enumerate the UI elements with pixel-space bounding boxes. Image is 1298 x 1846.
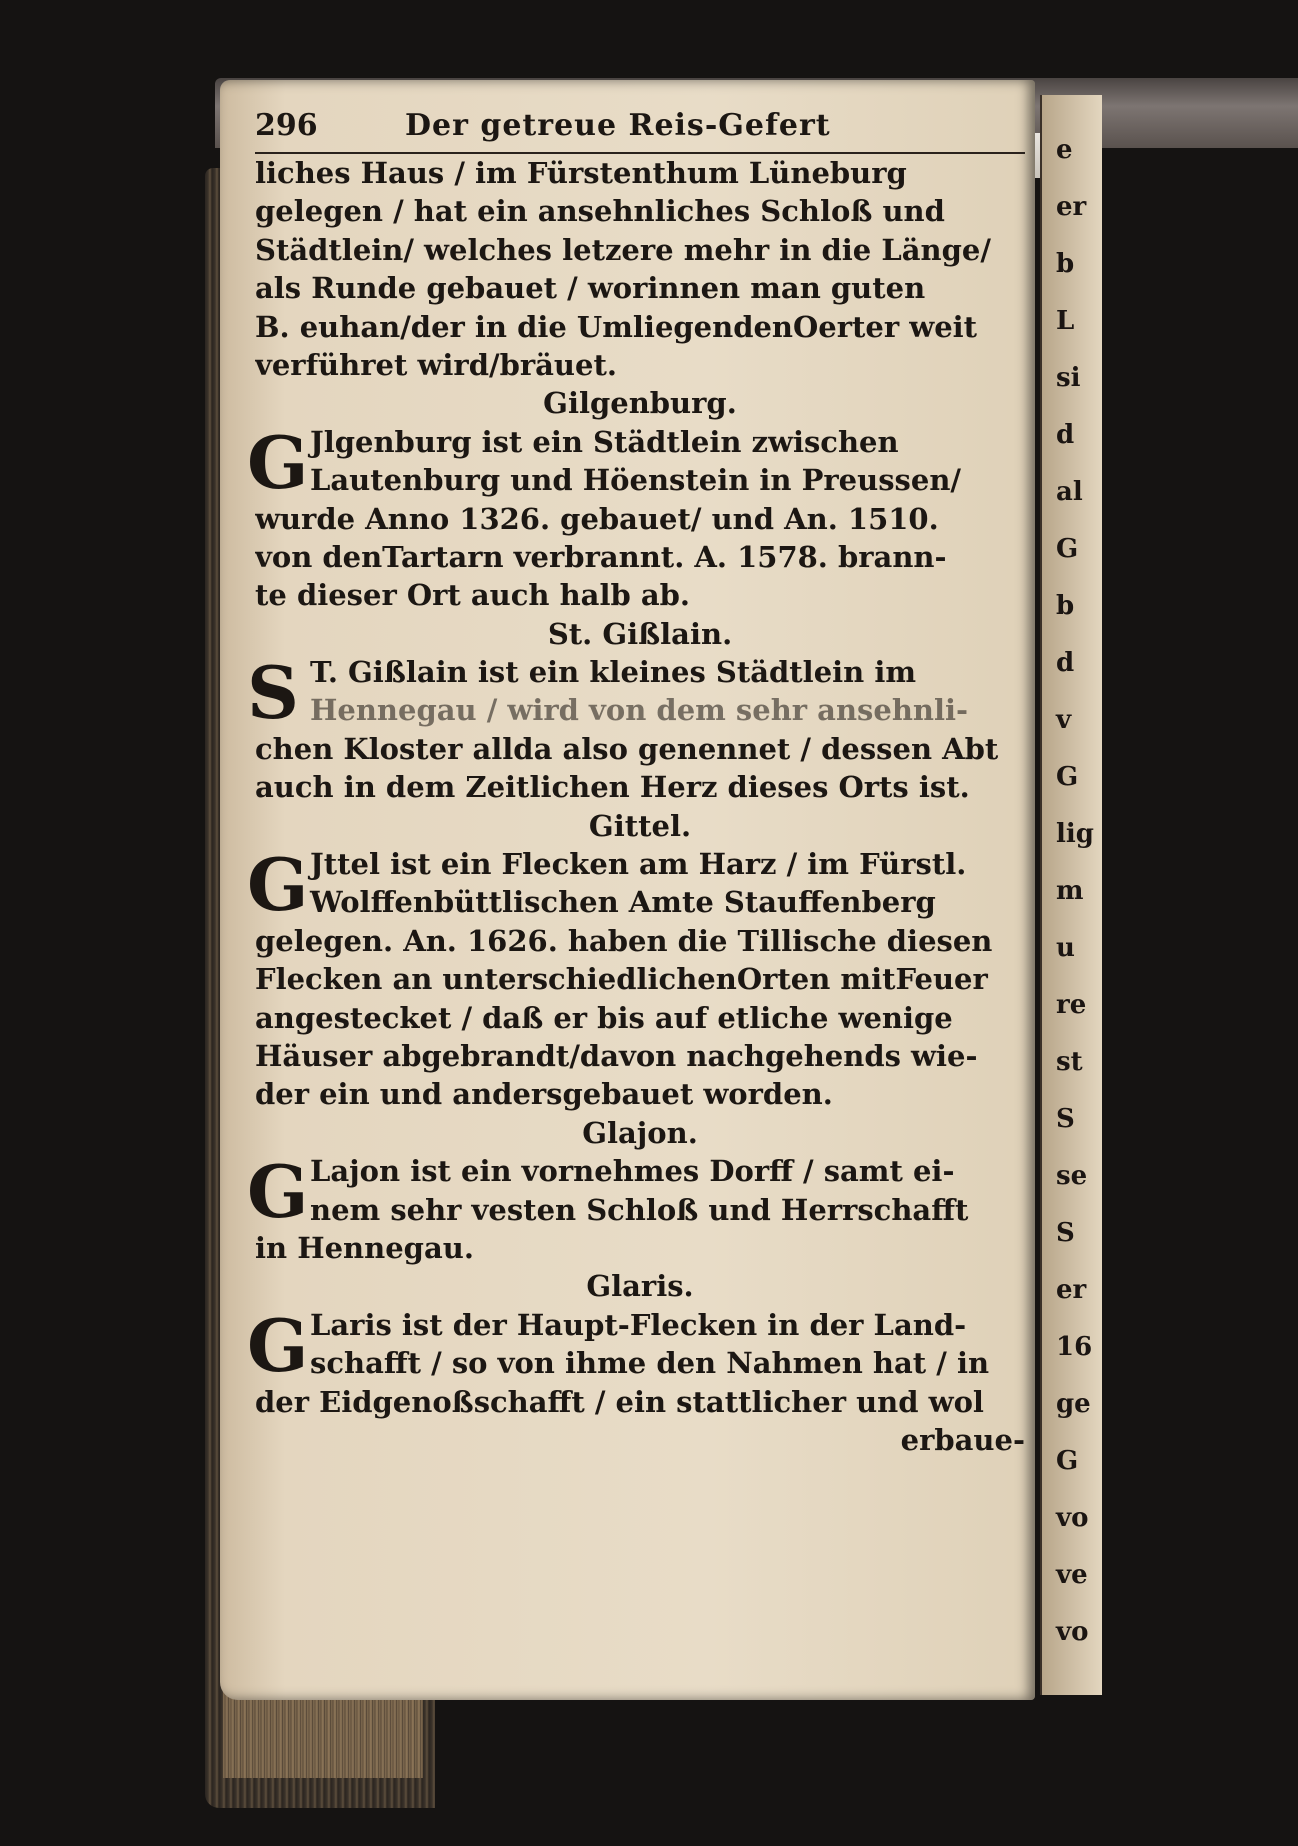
facing-page-fragment: e bbox=[1056, 135, 1073, 165]
facing-page-fragment: v bbox=[1056, 705, 1072, 735]
text-line: Laris ist der Haupt-Flecken in der Land- bbox=[310, 1307, 967, 1342]
facing-page-fragment: er bbox=[1056, 1275, 1087, 1305]
facing-page-fragment: lig bbox=[1056, 819, 1094, 849]
text-line: in Hennegau. bbox=[255, 1230, 474, 1265]
text-line: te dieser Ort auch halb ab. bbox=[255, 578, 691, 613]
text-line: angestecket / daß er bis auf etliche wenige bbox=[255, 1000, 953, 1035]
catchword: erbaue- bbox=[900, 1422, 1025, 1457]
facing-page-fragment: vo bbox=[1056, 1503, 1089, 1533]
drop-cap: G bbox=[247, 419, 309, 505]
page-header bbox=[255, 108, 1025, 154]
facing-page-fragment: 16 bbox=[1056, 1332, 1093, 1362]
running-title: Der getreue Reis-Gefert bbox=[405, 108, 831, 143]
facing-page-fragment: b bbox=[1056, 249, 1075, 279]
text-line: als Runde gebauet / worinnen man guten bbox=[255, 271, 926, 306]
text-line: B. euhan/der in die UmliegendenOerter weit bbox=[255, 309, 978, 344]
facing-page-fragment: ve bbox=[1056, 1560, 1088, 1590]
text-line: auch in dem Zeitlichen Herz dieses Orts ist. bbox=[255, 770, 970, 805]
text-line: Lautenburg und Höenstein in Preussen/ bbox=[310, 463, 961, 498]
entry-title-gilgenburg: Gilgenburg. bbox=[543, 386, 737, 421]
facing-page-fragment: ge bbox=[1056, 1389, 1091, 1419]
text-line: Lajon ist ein vornehmes Dorff / samt ei- bbox=[310, 1154, 955, 1189]
drop-cap: G bbox=[247, 1302, 309, 1388]
drop-cap: G bbox=[247, 842, 309, 928]
text-line: gelegen / hat ein ansehnliches Schloß und bbox=[255, 194, 945, 229]
entry-title-st-gisslain: St. Gißlain. bbox=[547, 616, 733, 651]
facing-page-fragment: er bbox=[1056, 192, 1087, 222]
entry-body-glajon bbox=[247, 1149, 1025, 1267]
entry-title-gittel: Gittel. bbox=[588, 808, 692, 843]
text-line: von denTartarn verbrannt. A. 1578. brann- bbox=[255, 539, 947, 574]
facing-page-fragment: G bbox=[1056, 1446, 1079, 1476]
text-line: Wolffenbüttlischen Amte Stauffenberg bbox=[310, 885, 936, 920]
facing-page-fragment: d bbox=[1056, 420, 1075, 450]
text-line: Jttel ist ein Flecken am Harz / im Fürstl. bbox=[310, 847, 967, 882]
intro-paragraph bbox=[255, 154, 1025, 384]
text-line: Städtlein/ welches letzere mehr in die Länge/ bbox=[255, 232, 991, 267]
facing-page-fragment: b bbox=[1056, 591, 1075, 621]
facing-page-fragment: d bbox=[1056, 648, 1075, 678]
facing-page-fragment: m bbox=[1056, 876, 1084, 906]
facing-page-fragment: G bbox=[1056, 534, 1079, 564]
facing-page-fragment: L bbox=[1056, 306, 1075, 336]
text-line: liches Haus / im Fürstenthum Lüneburg bbox=[255, 156, 907, 190]
text-line: der ein und andersgebauet worden. bbox=[255, 1077, 833, 1112]
facing-page-fragment: G bbox=[1056, 762, 1079, 792]
drop-cap: G bbox=[247, 1149, 309, 1235]
facing-page-fragment: st bbox=[1056, 1047, 1083, 1077]
drop-cap: S bbox=[247, 650, 299, 736]
entry-title-glajon: Glajon. bbox=[582, 1115, 698, 1150]
page-number: 296 bbox=[255, 108, 318, 143]
facing-page-fragment: S bbox=[1056, 1218, 1075, 1248]
text-line: verführet wird/bräuet. bbox=[255, 347, 617, 382]
text-line: Häuser abgebrandt/davon nachgehends wie- bbox=[255, 1038, 978, 1073]
text-line: T. Gißlain ist ein kleines Städtlein im bbox=[310, 655, 917, 690]
text-line: chen Kloster allda also genennet / dessen Abt bbox=[255, 731, 999, 766]
text-line: Hennegau / wird von dem sehr ansehnli- bbox=[310, 693, 969, 728]
text-line: wurde Anno 1326. gebauet/ und An. 1510. bbox=[255, 501, 939, 536]
entry-title-glaris: Glaris. bbox=[586, 1269, 694, 1304]
entry-body-glaris bbox=[247, 1302, 1025, 1421]
text-line: Flecken an unterschiedlichenOrten mitFeuer bbox=[255, 962, 988, 997]
text-line: Jlgenburg ist ein Städtlein zwischen bbox=[310, 424, 899, 459]
facing-page-fragment: S bbox=[1056, 1104, 1075, 1134]
text-line: gelegen. An. 1626. haben die Tillische diesen bbox=[255, 923, 993, 958]
text-line: der Eidgenoßschafft / ein stattlicher und wol bbox=[255, 1384, 984, 1419]
facing-page-fragment: vo bbox=[1056, 1617, 1089, 1647]
facing-page bbox=[1040, 95, 1102, 1695]
facing-page-fragment: al bbox=[1056, 477, 1083, 507]
text-line: nem sehr vesten Schloß und Herrschafft bbox=[310, 1192, 969, 1227]
facing-page-fragment: se bbox=[1056, 1161, 1088, 1191]
entry-body-gittel bbox=[247, 842, 1025, 1114]
facing-page-fragment: si bbox=[1056, 363, 1081, 393]
entry-body-gilgenburg bbox=[247, 419, 1025, 615]
facing-page-fragment: re bbox=[1056, 990, 1087, 1020]
page-content bbox=[247, 108, 1025, 1459]
facing-page-fragment: u bbox=[1056, 933, 1075, 963]
entry-body-st-gisslain bbox=[247, 650, 1025, 807]
text-line: schafft / so von ihme den Nahmen hat / in bbox=[310, 1346, 990, 1381]
